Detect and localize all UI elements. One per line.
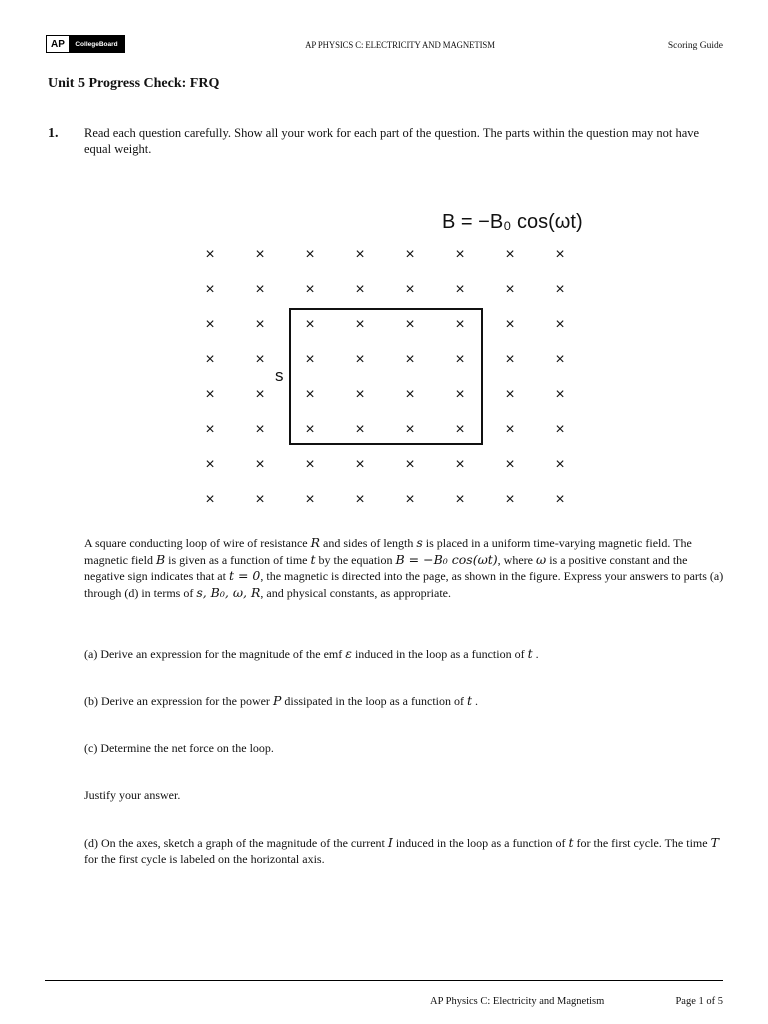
field-x-marker: × [555, 456, 565, 473]
body-text-7: is a positive constant and the negative sign indicates that at [84, 552, 688, 583]
field-x-marker: × [405, 351, 415, 368]
field-x-marker: × [405, 421, 415, 438]
field-x-marker: × [405, 491, 415, 508]
field-x-marker: × [355, 456, 365, 473]
field-x-marker: × [305, 281, 315, 298]
answer-variables: s, B₀, ω, R [196, 584, 261, 600]
field-x-marker: × [455, 246, 465, 263]
field-x-marker: × [255, 456, 265, 473]
field-x-marker: × [405, 456, 415, 473]
field-x-marker: × [205, 246, 215, 263]
field-x-marker: × [205, 456, 215, 473]
logo-collegeboard-text: CollegeBoard [69, 36, 124, 52]
page-title: Unit 5 Progress Check: FRQ [48, 76, 220, 91]
symbol-P: P [272, 693, 282, 708]
header-course-title: AP PHYSICS C: ELECTRICITY AND MAGNETISM [305, 41, 495, 51]
field-x-marker: × [455, 316, 465, 333]
field-x-marker: × [555, 281, 565, 298]
field-x-marker: × [355, 351, 365, 368]
field-x-marker: × [255, 421, 265, 438]
page-number: Page 1 of 5 [675, 996, 723, 1007]
part-d-end: for the first cycle is labeled on the horizontal axis. [84, 852, 325, 866]
field-x-marker: × [455, 456, 465, 473]
field-x-marker: × [455, 421, 465, 438]
field-x-marker: × [255, 351, 265, 368]
field-equation: B = −B₀ cos(ωt) [442, 211, 583, 233]
symbol-t: t [310, 551, 316, 567]
field-x-marker: × [305, 491, 315, 508]
field-x-marker: × [405, 386, 415, 403]
field-x-marker: × [455, 386, 465, 403]
part-c: (c) Determine the net force on the loop. [84, 741, 274, 755]
field-x-marker: × [205, 351, 215, 368]
field-x-marker: × [555, 491, 565, 508]
header-doc-type: Scoring Guide [667, 41, 723, 51]
symbol-t-zero: t = 0 [228, 568, 261, 583]
footer-course-title: AP Physics C: Electricity and Magnetism [430, 996, 605, 1007]
question-instructions: Read each question carefully. Show all your work for each part of the question. The parts within the question may not have equal weight. [84, 126, 700, 156]
field-x-marker: × [305, 351, 315, 368]
problem-statement [84, 535, 724, 601]
field-x-marker: × [505, 421, 515, 438]
field-x-marker: × [455, 491, 465, 508]
field-x-marker: × [305, 456, 315, 473]
field-x-marker: × [305, 386, 315, 403]
part-a-text-2: induced in the loop as a function of [351, 647, 528, 661]
field-x-marker: × [455, 351, 465, 368]
figure-svg [190, 200, 590, 520]
field-x-marker: × [505, 386, 515, 403]
part-b-text: (b) Derive an expression for the power [84, 694, 273, 708]
side-length-label: s [275, 366, 284, 385]
part-b-text-2: dissipated in the loop as a function of [281, 694, 467, 708]
field-into-page-markers [205, 246, 564, 508]
part-d [84, 835, 724, 867]
field-x-marker: × [355, 246, 365, 263]
body-text-5: by the equation [315, 552, 396, 567]
symbol-t: t [527, 646, 533, 661]
field-x-marker: × [205, 421, 215, 438]
part-a-text: (a) Derive an expression for the magnitude of the emf [84, 647, 346, 661]
part-a-end: . [532, 647, 539, 661]
field-x-marker: × [305, 316, 315, 333]
field-x-marker: × [205, 316, 215, 333]
body-text-9: , and physical constants, as appropriate. [260, 585, 451, 600]
field-x-marker: × [355, 491, 365, 508]
symbol-omega: ω [536, 551, 547, 567]
symbol-B: B [155, 551, 166, 567]
field-x-marker: × [355, 386, 365, 403]
field-x-marker: × [255, 386, 265, 403]
part-b-end: . [472, 694, 479, 708]
field-x-marker: × [205, 386, 215, 403]
field-x-marker: × [505, 456, 515, 473]
field-x-marker: × [205, 491, 215, 508]
body-text-8: , the magnetic is directed into the page, as shown in the figure. Express your answers to parts (a) through (d) in terms of [84, 569, 724, 600]
field-x-marker: × [355, 281, 365, 298]
symbol-t: t [467, 693, 473, 708]
part-b [84, 693, 724, 709]
square-conducting-loop [290, 309, 482, 444]
body-text-2: and sides of length [320, 536, 417, 550]
body-text-1: A square conducting loop of wire of resistance [84, 536, 311, 550]
symbol-R: R [310, 535, 321, 550]
field-x-marker: × [355, 316, 365, 333]
field-x-marker: × [405, 281, 415, 298]
part-d-text-2: induced in the loop as a function of [392, 836, 569, 850]
symbol-t: t [568, 835, 574, 850]
part-d-text: (d) On the axes, sketch a graph of the magnitude of the current [84, 836, 388, 850]
body-text-3: is placed in a uniform time-varying magnetic field. The magnetic field [84, 536, 692, 567]
field-equation-inline: B = −B₀ cos(ωt) [395, 551, 498, 567]
field-x-marker: × [505, 281, 515, 298]
magnetic-field-figure [190, 200, 590, 525]
field-x-marker: × [555, 316, 565, 333]
field-x-marker: × [255, 281, 265, 298]
symbol-I: I [387, 835, 393, 850]
logo-ap-mark: AP [47, 36, 69, 52]
field-x-marker: × [455, 281, 465, 298]
field-x-marker: × [505, 246, 515, 263]
field-x-marker: × [305, 246, 315, 263]
field-x-marker: × [555, 246, 565, 263]
field-x-marker: × [505, 316, 515, 333]
footer-divider [45, 980, 723, 981]
body-text-6: , where [497, 552, 536, 567]
question-number: 1. [48, 126, 59, 141]
ap-collegeboard-logo [46, 35, 125, 53]
field-x-marker: × [505, 491, 515, 508]
field-x-marker: × [505, 351, 515, 368]
field-x-marker: × [305, 421, 315, 438]
field-x-marker: × [255, 316, 265, 333]
field-x-marker: × [555, 386, 565, 403]
part-d-text-3: for the first cycle. The time [573, 836, 711, 850]
body-text-4: is given as a function of time [165, 552, 311, 567]
field-x-marker: × [255, 246, 265, 263]
field-x-marker: × [405, 316, 415, 333]
field-x-marker: × [555, 421, 565, 438]
symbol-emf: ε [345, 646, 352, 661]
field-x-marker: × [205, 281, 215, 298]
symbol-s: s [416, 535, 423, 550]
justify-answer: Justify your answer. [84, 788, 181, 802]
symbol-T: T [710, 835, 719, 850]
field-x-marker: × [405, 246, 415, 263]
part-a [84, 646, 724, 662]
field-x-marker: × [255, 491, 265, 508]
field-x-marker: × [355, 421, 365, 438]
field-x-marker: × [555, 351, 565, 368]
